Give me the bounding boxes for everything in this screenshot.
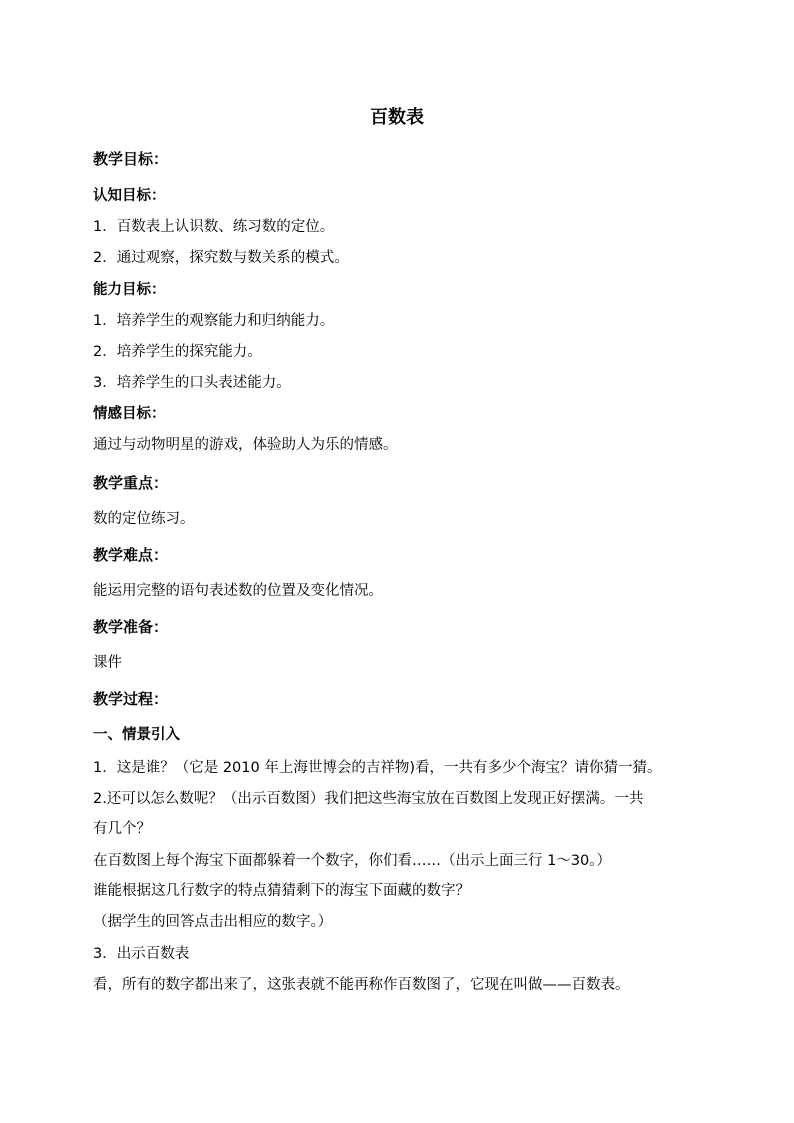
ability-item-3: 3．培养学生的口头表述能力。 (93, 375, 291, 391)
cognitive-item-2: 2．通过观察，探究数与数关系的模式。 (93, 250, 349, 266)
part1-heading: 一、情景引入 (93, 727, 180, 743)
ability-item-1: 1．培养学生的观察能力和归纳能力。 (93, 313, 335, 329)
difficulty-heading: 教学难点： (93, 546, 169, 564)
key-points-text: 数的定位练习。 (93, 511, 195, 527)
process-paragraph-5: （据学生的回答点击出相应的数字。） (93, 914, 333, 930)
process-paragraph-4: 谁能根据这几行数字的特点猜猜剩下的海宝下面藏的数字？ (93, 883, 470, 899)
emotion-heading: 情感目标： (93, 406, 166, 422)
objectives-heading: 教学目标： (93, 150, 169, 168)
ability-heading: 能力目标： (93, 282, 166, 298)
cognitive-item-1: 1．百数表上认识数、练习数的定位。 (93, 219, 335, 235)
cognitive-heading: 认知目标： (93, 188, 166, 204)
process-paragraph-2: 2.还可以怎么数呢？（出示百数图）我们把这些海宝放在百数图上发现正好摆满。一共 (93, 791, 644, 807)
preparation-text: 课件 (93, 655, 122, 671)
process-paragraph-1: 1．这是谁？（它是 2010 年上海世博会的吉祥物)看，一共有多少个海宝？请你猜一猜。 (93, 760, 662, 776)
process-paragraph-2-cont: 有几个？ (93, 821, 151, 837)
process-paragraph-3: 在百数图上每个海宝下面都躲着一个数字，你们看……（出示上面三行 1～30。） (93, 853, 612, 869)
emotion-item-1: 通过与动物明星的游戏，体验助人为乐的情感。 (93, 437, 398, 453)
difficulty-text: 能运用完整的语句表述数的位置及变化情况。 (93, 583, 383, 599)
key-points-heading: 教学重点： (93, 474, 169, 492)
process-paragraph-6: 3．出示百数表 (93, 946, 190, 962)
ability-item-2: 2．培养学生的探究能力。 (93, 344, 262, 360)
page-title: 百数表 (370, 107, 424, 128)
process-paragraph-7: 看，所有的数字都出来了，这张表就不能再称作百数图了，它现在叫做——百数表。 (93, 977, 630, 993)
preparation-heading: 教学准备： (93, 618, 169, 636)
process-heading: 教学过程： (93, 690, 169, 708)
